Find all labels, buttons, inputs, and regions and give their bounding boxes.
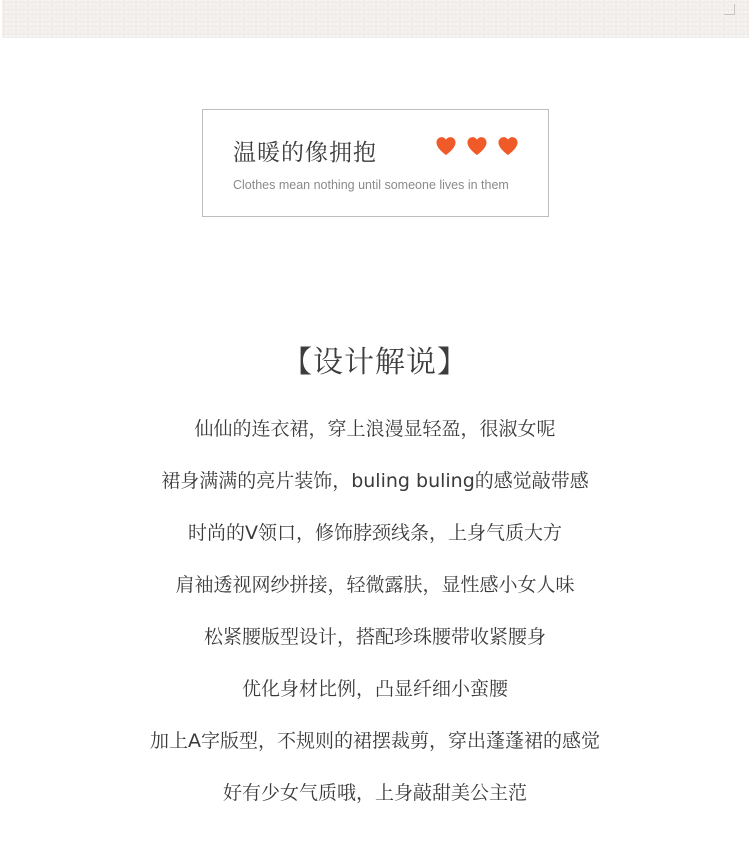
heart-icon (435, 136, 457, 156)
description-line: 时尚的V领口，修饰脖颈线条，上身气质大方 (188, 522, 562, 544)
description-line: 肩袖透视网纱拼接，轻微露肤，显性感小女人味 (175, 574, 575, 596)
corner-mark-icon (724, 4, 735, 15)
description-line: 仙仙的连衣裙，穿上浪漫显轻盈，很淑女呢 (194, 418, 556, 440)
description-list (0, 416, 750, 832)
card-subtitle: Clothes mean nothing until someone lives in them (233, 178, 509, 192)
top-texture-strip (2, 0, 749, 38)
description-line: 优化身材比例，凸显纤细小蛮腰 (241, 678, 508, 700)
description-line: 松紧腰版型设计，搭配珍珠腰带收紧腰身 (203, 626, 546, 648)
heart-icon (466, 136, 488, 156)
description-line: 好有少女气质哦，上身敲甜美公主范 (222, 782, 527, 804)
description-line: 裙身满满的亮片装饰，buling buling的感觉敲带感 (161, 470, 589, 492)
card-title: 温暖的像拥抱 (233, 140, 377, 166)
hearts-group (435, 136, 519, 156)
section-title: 【设计解说】 (282, 345, 468, 380)
title-card (202, 109, 549, 217)
heart-icon (497, 136, 519, 156)
description-line: 加上A字版型，不规则的裙摆裁剪，穿出蓬蓬裙的感觉 (150, 730, 600, 752)
